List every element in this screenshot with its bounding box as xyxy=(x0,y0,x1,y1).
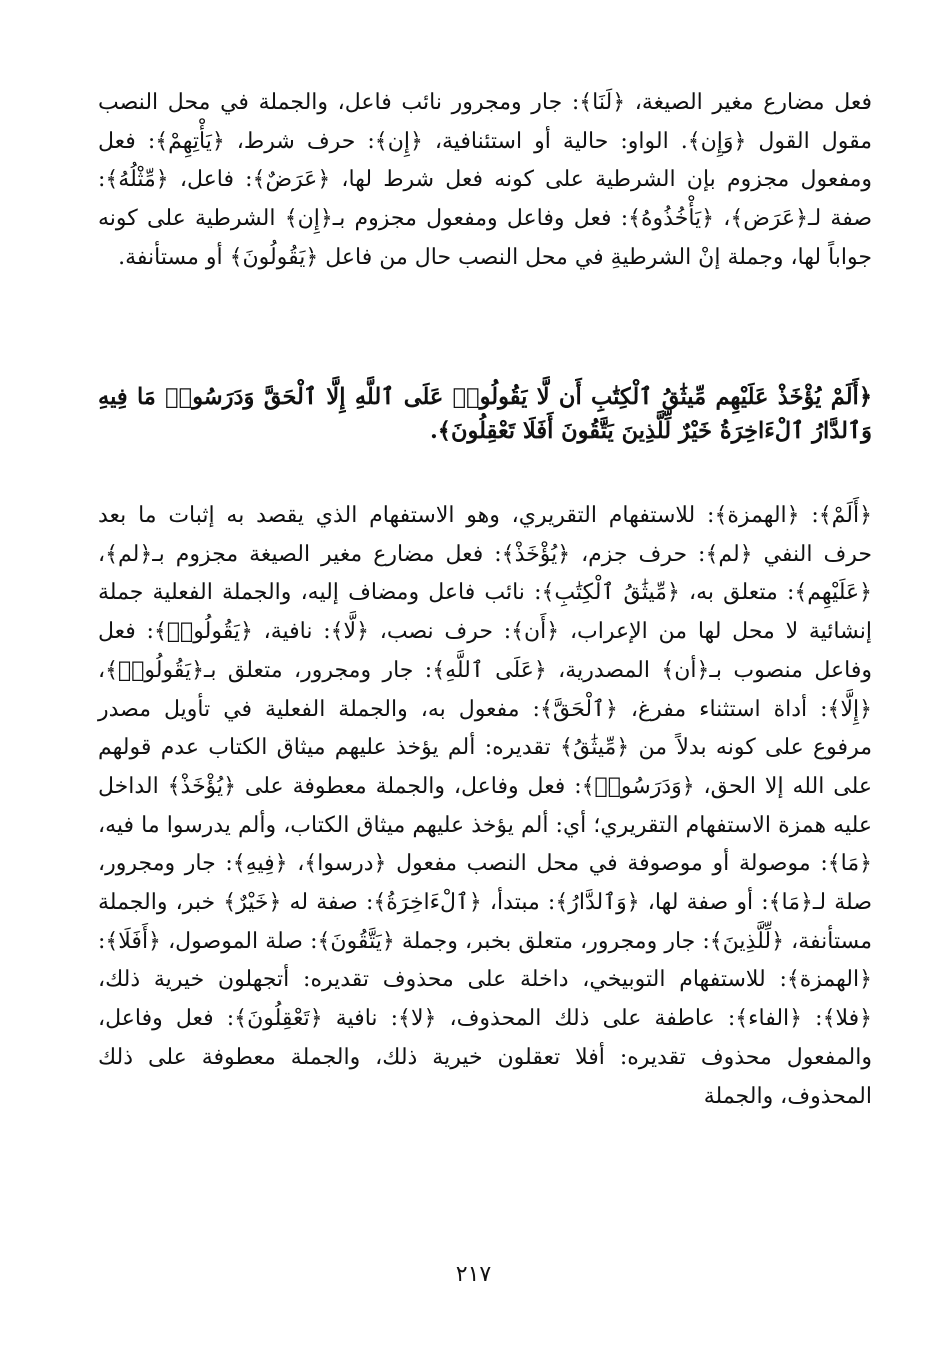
paragraph-grammar-analysis-2: ﴿أَلَمْ﴾: ﴿الهمزة﴾: للاستفهام التقريري، وهو الاستفهام الذي يقصد به إثبات ما بعد حرف النفي ﴿لم﴾: حرف جزم، ﴿يُؤْخَذْ﴾: فعل مضارع مغير الصيغة مجزوم بـ﴿لم﴾، ﴿عَلَيْهِم﴾: متعلق به، ﴿مِّيثَٰقُ ٱلْكِتَٰبِ﴾: نائب فاعل ومضاف إليه، والجملة الفعلية جملة إنشائية لا محل لها من الإعراب، ﴿أَن﴾: حرف نصب، ﴿لَّا﴾: نافية، ﴿يَقُولُوا۟﴾: فعل وفاعل منصوب بـ﴿أن﴾ المصدرية، ﴿عَلَى ٱللَّهِ﴾: جار ومجرور، متعلق بـ﴿يَقُولُوا۟﴾، ﴿إِلَّا﴾: أداة استثناء مفرغ، ﴿ٱلْحَقَّ﴾: مفعول به، والجملة الفعلية في تأويل مصدر مرفوع على كونه بدلاً من ﴿مِّيثَٰقُ﴾ تقديره: ألم يؤخذ عليهم ميثاق الكتاب عدم قولهم على الله إلا الحق، ﴿وَدَرَسُوا۟﴾: فعل وفاعل، والجملة معطوفة على ﴿يُؤْخَذْ﴾ الداخل عليه همزة الاستفهام التقريري؛ أي: ألم يؤخذ عليهم ميثاق الكتاب، وألم يدرسوا ما فيه، ﴿مَا﴾: موصولة أو موصوفة في محل النصب مفعول ﴿درسوا﴾، ﴿فِيهِ﴾: جار ومجرور، صلة لـ﴿مَا﴾: أو صفة لها، ﴿وَٱلدَّارُ﴾: مبتدأ، ﴿ٱلْءَاخِرَةُ﴾: صفة له ﴿خَيْرٌ﴾ خبر، والجملة مستأنفة، ﴿لِّلَّذِينَ﴾: جار ومجرور، متعلق بخبر، وجملة ﴿يَتَّقُونَ﴾: صلة الموصول، ﴿أَفَلَا﴾: ﴿الهمزة﴾: للاستفهام التوبيخي، داخلة على محذوف تقديره: أتجهلون خيرية ذلك، ﴿فلا﴾: ﴿الفاء﴾: عاطفة على ذلك المحذوف، ﴿لا﴾: نافية ﴿تَعْقِلُونَ﴾: فعل وفاعل، والمفعول محذوف تقديره: أفلا تعقلون خيرية ذلك، والجملة معطوفة على ذلك المحذوف، والجملة xyxy=(98,503,873,1109)
paragraph-grammar-analysis-1: فعل مضارع مغير الصيغة، ﴿لَنَا﴾: جار ومجرور نائب فاعل، والجملة في محل النصب مقول القول ﴿وَإِن﴾. الواو: حالية أو استئنافية، ﴿إِن﴾: حرف شرط، ﴿يَأْتِهِمْ﴾: فعل ومفعول مجزوم بإن الشرطية على كونه فعل شرط لها، ﴿عَرَضٌ﴾: فاعل، ﴿مِّثْلُهُ﴾: صفة لـ﴿عَرَض﴾، ﴿يَأْخُذُوهُ﴾: فعل وفاعل ومفعول مجزوم بـ﴿إِن﴾ الشرطية على كونه جواباً لها، وجملة إنْ الشرطيةِ في محل النصب حال من فاعل ﴿يَقُولُونَ﴾ أو مستأنفة. xyxy=(98,90,873,270)
book-page xyxy=(98,84,872,1334)
page-number: ٢١٧ xyxy=(455,1262,492,1287)
quran-verse: ﴿أَلَمْ يُؤْخَذْ عَلَيْهِم مِّيثَٰقُ ٱلْكِتَٰبِ أَن لَّا يَقُولُوا۟ عَلَى ٱللَّهِ إِلَّا ٱلْحَقَّ وَدَرَسُوا۟ مَا فِيهِ وَٱلدَّارُ ٱلْءَاخِرَةُ خَيْرٌ لِّلَّذِينَ يَتَّقُونَ أَفَلَا تَعْقِلُونَ﴾. xyxy=(98,384,872,444)
